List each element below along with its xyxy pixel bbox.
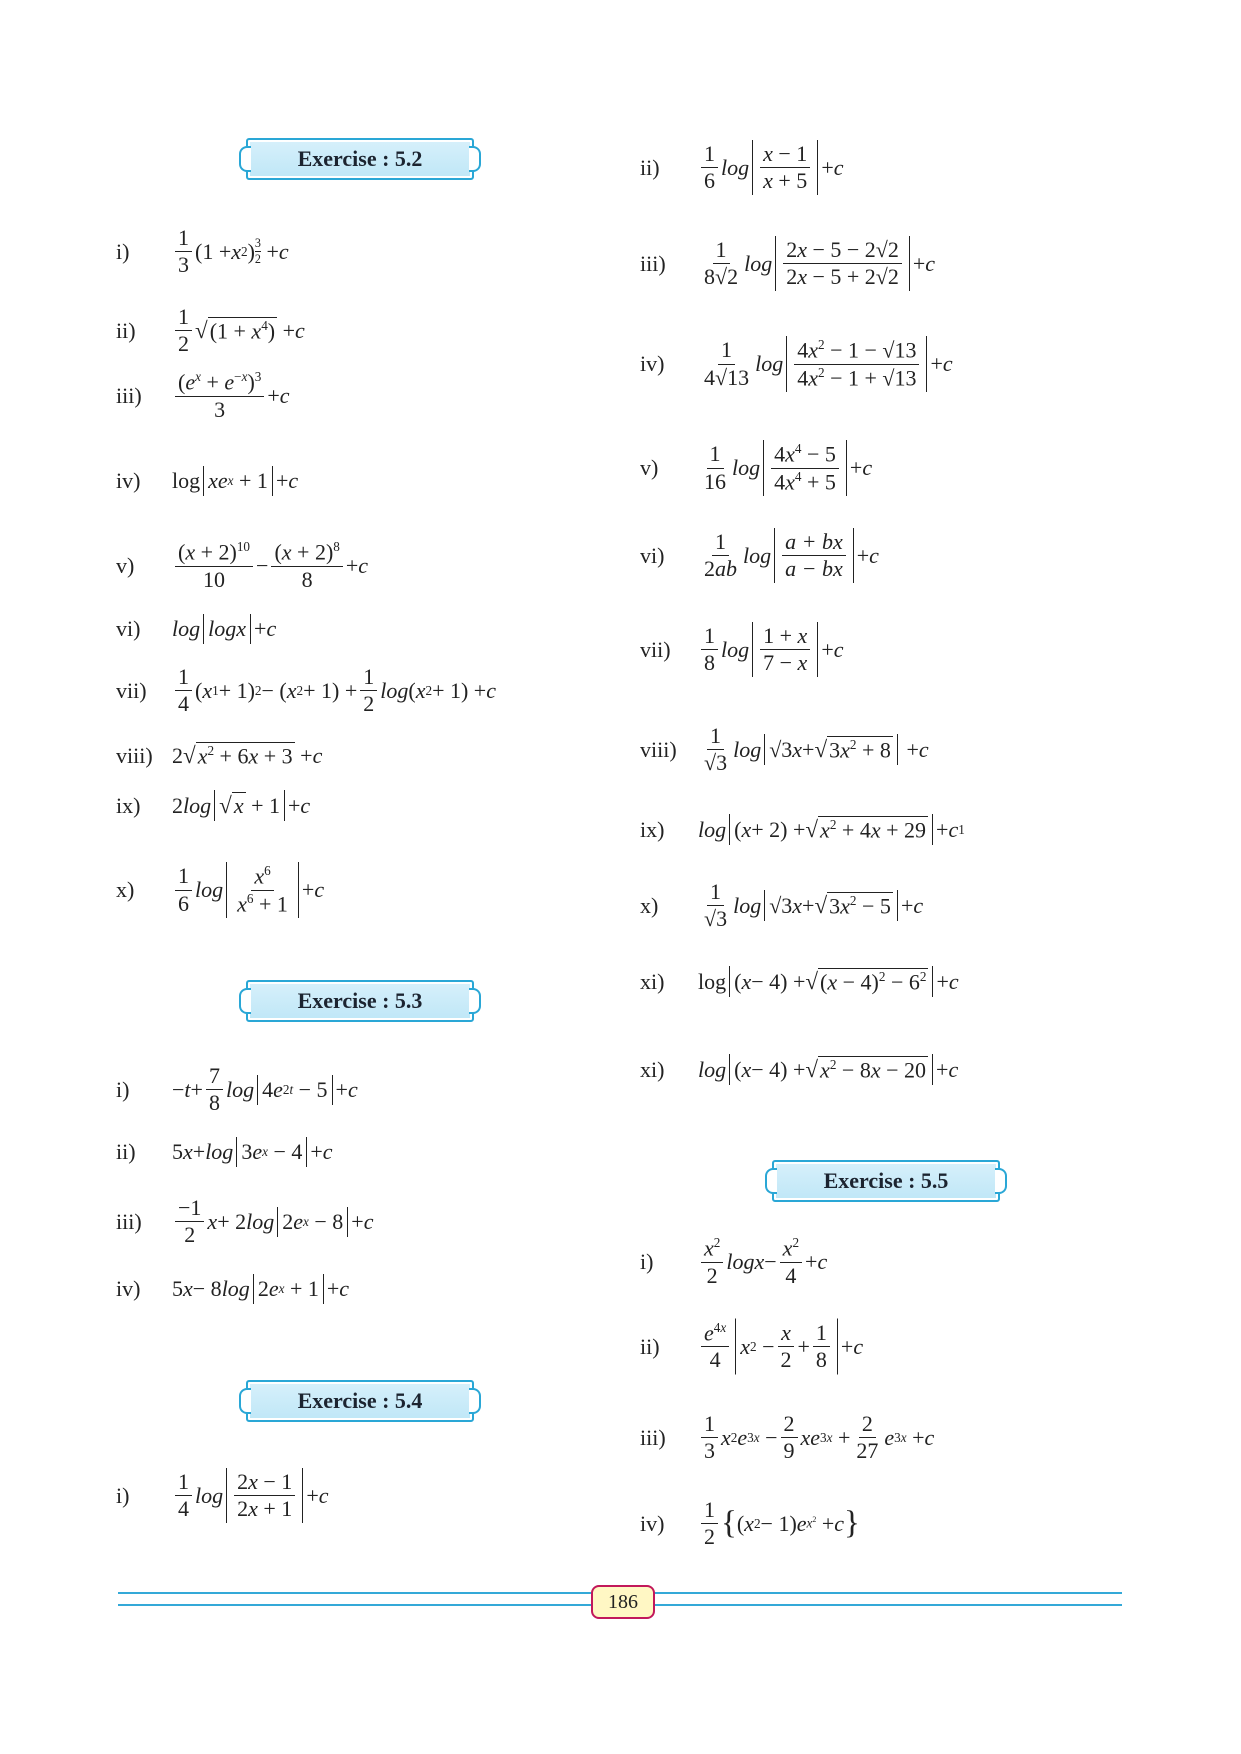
item-label: viii) <box>640 736 677 762</box>
exercise-5-4-heading: Exercise : 5.4 <box>246 1380 474 1422</box>
answer-5-4-ii <box>640 140 844 195</box>
item-label: vii) <box>640 636 671 662</box>
math-expression: log ( x + 2) + √ $x^2 + 4x + 29$ + c 1 <box>698 814 965 845</box>
answer-5-4-xi-a <box>640 966 959 997</box>
answer-5-4-i <box>116 1468 329 1523</box>
item-label: i) <box>640 1248 654 1274</box>
item-label: ix) <box>640 816 665 842</box>
item-label: iv) <box>116 468 141 493</box>
answer-5-4-vi <box>640 528 879 583</box>
math-expression: $\frac{-1}{2}$ x + 2 log 2 e x − 8 + c <box>172 1196 373 1247</box>
math-expression: $\frac{e^{4x}}{4}$ x 2 − $\frac{x}{2}$ + $\frac{1}{8}$ + c <box>698 1318 863 1375</box>
item-label: viii) <box>116 742 153 768</box>
page-number: 186 <box>591 1585 655 1619</box>
math-expression: $\frac{1}{4√13}$ log $\frac{4x^2 - 1 - √13}{4x^2 - 1 + √13}$ + c <box>698 336 953 392</box>
answer-5-4-x <box>640 880 923 931</box>
answer-5-4-iv <box>640 336 953 392</box>
answer-5-2-iv <box>116 466 298 496</box>
math-expression: $\frac{1}{3}$ x 2 e 3x − $\frac{2}{9}$ xe 3x + $\frac{2}{27}$ e 3x + c <box>698 1412 934 1463</box>
item-label: ii) <box>116 1139 136 1164</box>
item-label: i) <box>116 1076 130 1102</box>
exercise-5-3-heading: Exercise : 5.3 <box>246 980 474 1022</box>
math-expression: $\frac{1}{√3}$ log √3 x + √ $3x^2 - 5$ + c <box>704 879 924 932</box>
answer-5-5-iii <box>640 1412 934 1463</box>
answer-5-5-ii <box>640 1318 863 1375</box>
math-expression: $\frac{1}{2ab}$ log $\frac{a + bx}{a - bx}$ + c <box>698 528 879 583</box>
answer-5-2-ii <box>116 305 305 356</box>
math-expression: 2 √ $x^2 + 6x + 3$ + c <box>172 742 323 769</box>
answer-5-5-i <box>640 1236 827 1288</box>
item-label: ii) <box>640 154 660 180</box>
answer-5-2-vi <box>116 614 276 644</box>
answer-5-2-v <box>116 540 368 592</box>
item-label: iii) <box>116 1208 142 1234</box>
answer-5-3-ii <box>116 1137 333 1167</box>
item-label: xi) <box>640 1056 665 1082</box>
item-label: iv) <box>640 1510 665 1536</box>
item-label: vi) <box>640 542 665 568</box>
answer-5-5-iv <box>640 1498 860 1549</box>
math-expression: log xe x + 1 + c <box>172 466 298 496</box>
math-expression: $\frac{1}{4}$ log $\frac{2x - 1}{2x + 1}$ + c <box>172 1468 329 1523</box>
answer-5-2-i <box>116 226 289 277</box>
math-expression: − t + $\frac{7}{8}$ log 4 e 2t − 5 + c <box>172 1063 358 1116</box>
item-label: i) <box>116 1482 130 1508</box>
math-expression: $\frac{1}{√3}$ log √3 x + √ $3x^2 + 8$ + c <box>704 723 929 776</box>
answer-5-4-iii <box>640 236 935 291</box>
answer-5-4-xi-b <box>640 1054 958 1085</box>
math-expression: $\frac{1}{6}$ log $\frac{x - 1}{x + 5}$ + c <box>698 140 844 195</box>
math-expression: log logx + c <box>172 614 276 644</box>
math-expression: $\frac{1}{2}$ √ $(1 + x^4)$ + c <box>172 305 305 356</box>
math-expression: 2 log √ x + 1 + c <box>172 790 310 821</box>
exercise-5-2-heading: Exercise : 5.2 <box>246 138 474 180</box>
item-label: iii) <box>640 1424 666 1450</box>
math-expression: 5 x + log 3 e x − 4 + c <box>172 1137 333 1167</box>
answer-5-3-i <box>116 1064 358 1115</box>
item-label: ix) <box>116 792 141 818</box>
item-label: v) <box>116 552 135 578</box>
answer-5-4-viii <box>640 724 929 775</box>
exercise-5-5-heading: Exercise : 5.5 <box>772 1160 1000 1202</box>
answer-5-4-vii <box>640 622 844 677</box>
item-label: xi) <box>640 968 665 994</box>
math-expression: $\frac{1}{8√2}$ log $\frac{2x - 5 - 2√2}{2x - 5 + 2√2}$ + c <box>698 236 935 291</box>
item-label: vii) <box>116 677 147 703</box>
math-expression: $\frac{1}{3}$ (1 + x 2 ) 3 2 + c <box>172 226 289 277</box>
math-expression: $\frac{(x + 2)^{10}}{10}$ − $\frac{(x + 2)^8}{8}$ + c <box>172 540 368 592</box>
answer-5-2-x <box>116 862 324 918</box>
math-expression: $\frac{x^2}{2}$ logx − $\frac{x^2}{4}$ + c <box>698 1236 827 1288</box>
math-expression: $\frac{1}{4}$ ( x 1 + 1) 2 − ( x 2 + 1) + $\frac{1}{2}$ log ( x 2 + 1) + c <box>172 665 496 716</box>
item-label: iv) <box>116 1276 141 1301</box>
answer-5-2-vii <box>116 665 496 716</box>
answer-5-2-ix <box>116 790 310 821</box>
answer-5-4-v <box>640 440 872 496</box>
math-expression: $\frac{1}{2}$ { ( x 2 − 1) e $x^2$ + c } <box>698 1498 860 1549</box>
math-expression: $\frac{(e^x + e^{-x})^3}{3}$ + c <box>172 370 290 422</box>
answer-5-2-viii <box>116 742 322 769</box>
answer-5-3-iii <box>116 1196 373 1247</box>
item-label: ii) <box>116 317 136 343</box>
math-expression: $\frac{1}{6}$ log $\frac{x^6}{x^6 + 1}$ + c <box>172 862 324 918</box>
item-label: i) <box>116 238 130 264</box>
math-expression: log ( x − 4) + √ $x^2 - 8x - 20$ + c <box>698 1054 958 1085</box>
math-expression: 5 x − 8 log 2 e x + 1 + c <box>172 1274 349 1304</box>
answer-5-4-ix <box>640 814 965 845</box>
math-expression: $\frac{1}{16}$ log $\frac{4x^4 - 5}{4x^4 + 5}$ + c <box>698 440 872 496</box>
item-label: v) <box>640 455 659 481</box>
item-label: iii) <box>116 382 142 408</box>
math-expression: $\frac{1}{8}$ log $\frac{1 + x}{7 - x}$ + c <box>698 622 844 677</box>
item-label: iii) <box>640 250 666 276</box>
item-label: ii) <box>640 1333 660 1359</box>
math-expression: log ( x − 4) + √ $(x - 4)^2 - 6^2$ + c <box>698 966 959 997</box>
item-label: iv) <box>640 351 665 377</box>
answer-5-2-iii <box>116 370 290 422</box>
item-label: x) <box>640 892 659 918</box>
item-label: x) <box>116 877 135 903</box>
answer-5-3-iv <box>116 1274 349 1304</box>
item-label: vi) <box>116 616 141 641</box>
